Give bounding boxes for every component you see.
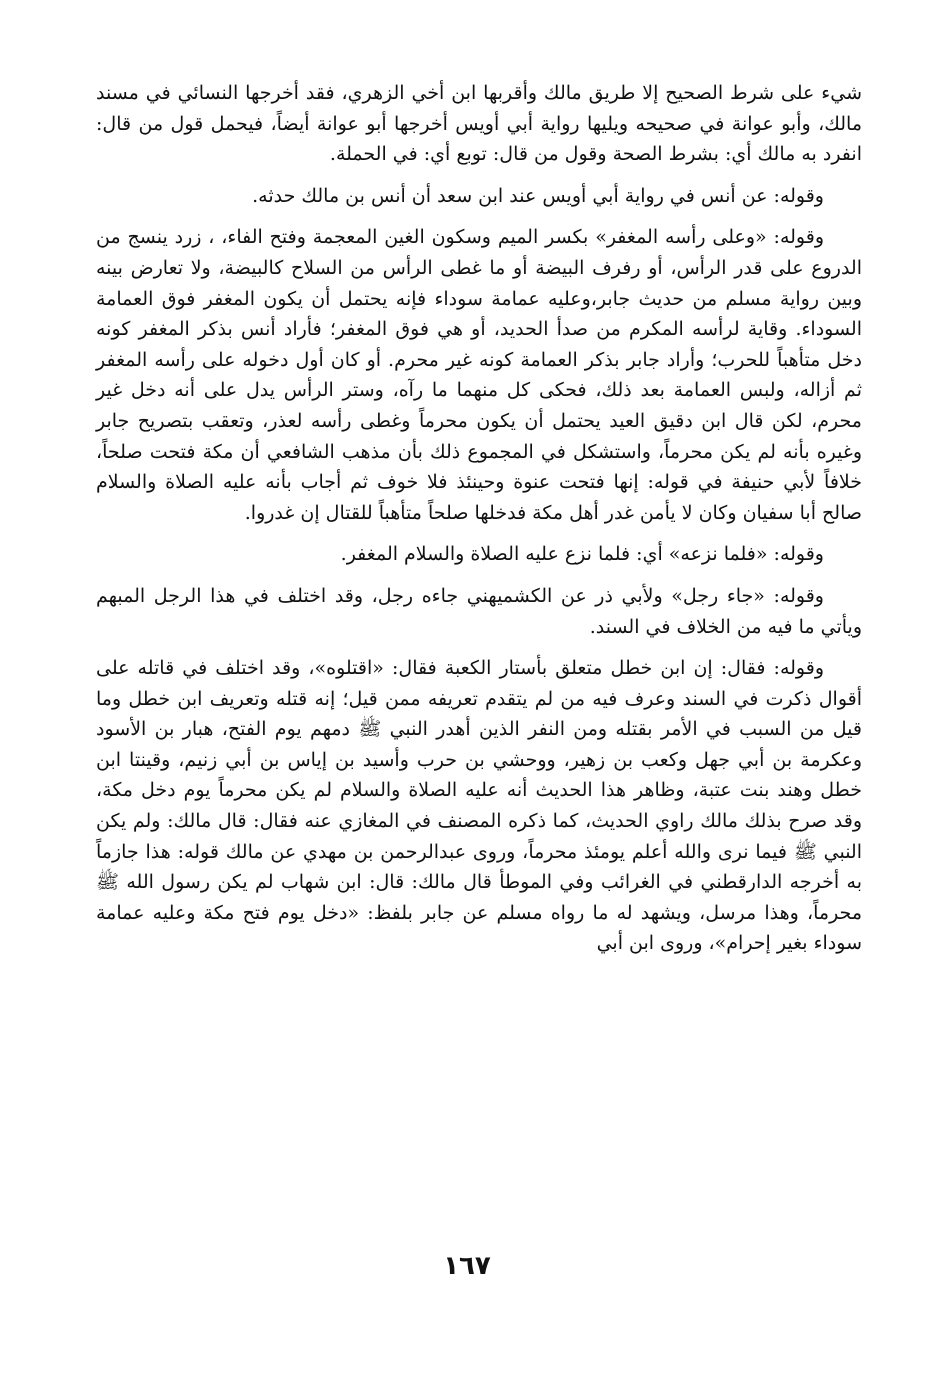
paragraph-4: وقوله: «فلما نزعه» أي: فلما نزع عليه الصلاة والسلام المغفر. <box>340 543 824 566</box>
paragraph-3: وقوله: «وعلى رأسه المغفر» بكسر الميم وسكون الغين المعجمة وفتح الفاء، ، زرد ينسج من الدروع على قدر الرأس، أو رفرف البيضة أو ما غطى الرأس من السلاح كالبيضة، ولا تعارض بينه وبين رواية مسلم من حديث جابر،وعليه عمامة سوداء فإنه يحتمل أن يكون المغفر فوق العمامة السوداء. وقاية لرأسه المكرم من صدأ الحديد، أو هي فوق المغفر؛ فأراد أنس بذكر المغفر كونه دخل متأهباً للحرب؛ وأراد جابر بذكر العمامة كونه غير محرم. أو كان أول دخوله على رأسه المغفر ثم أزاله، ولبس العمامة بعد ذلك، فحكى كل منهما ما رآه، وستر الرأس يدل على أنه دخل غير محرم، لكن قال ابن دقيق العيد يحتمل أن يكون محرماً وغطى رأسه لعذر، وتعقب بتصريح جابر وغيره بأنه لم يكن محرماً، واستشكل في المجموع ذلك بأن مذهب الشافعي أن مكة فتحت صلحاً، خلافاً لأبي حنيفة في قوله: إنها فتحت عنوة وحينئذ فلا خوف ثم أجاب بأنه عليه الصلاة والسلام صالح أبا سفيان وكان لا يأمن غدر أهل مكة فدخلها صلحاً متأهباً للقتال إن غدروا. <box>96 226 862 524</box>
paragraph-5: وقوله: «جاء رجل» ولأبي ذر عن الكشميهني جاءه رجل، وقد اختلف في هذا الرجل المبهم ويأتي ما فيه من الخلاف في السند. <box>96 584 862 638</box>
paragraph-2: وقوله: عن أنس في رواية أبي أويس عند ابن سعد أن أنس بن مالك حدثه. <box>252 184 824 207</box>
page-number: ١٦٧ <box>443 1251 491 1281</box>
paragraph-1: شيء على شرط الصحيح إلا طريق مالك وأقربها ابن أخي الزهري، فقد أخرجها النسائي في مسند مالك، وأبو عوانة في صحيحه ويليها رواية أبي أويس أخرجها أبو عوانة أيضاً، فيحمل قول من قال: انفرد به مالك أي: بشرط الصحة وقول من قال: توبع أي: في الحملة. <box>96 82 862 166</box>
paragraph-6: وقوله: فقال: إن ابن خطل متعلق بأستار الكعبة فقال: «اقتلوه»، وقد اختلف في قاتله على أقوال ذكرت في السند وعرف فيه من لم يتقدم تعريفه ممن قيل؛ إنه قتله وتعريف ابن خطل وما قيل من السبب في الأمر بقتله ومن النفر الذين أهدر النبي ﷺ دمهم يوم الفتح، هبار بن الأسود وعكرمة بن أبي جهل وكعب بن زهير، ووحشي بن حرب وأسيد بن إياس بن أبي زنيم، وقينتا ابن خطل وهند بنت عتبة، وظاهر هذا الحديث أنه عليه الصلاة والسلام لم يكن محرماً يوم دخل مكة، وقد صرح بذلك مالك راوي الحديث، كما ذكره المصنف في المغازي عنه فقال: قال مالك: ولم يكن النبي ﷺ فيما نرى والله أعلم يومئذ محرماً، وروى عبدالرحمن بن مهدي عن مالك قوله: هذا جازماً به أخرجه الدارقطني في الغرائب وفي الموطأ قال مالك: قال: ابن شهاب لم يكن رسول الله ﷺ محرماً، وهذا مرسل، ويشهد له ما رواه مسلم عن جابر بلفظ: «دخل يوم فتح مكة وعليه عمامة سوداء بغير إحرام»، وروى ابن أبي <box>96 657 862 955</box>
body-text <box>96 78 862 970</box>
